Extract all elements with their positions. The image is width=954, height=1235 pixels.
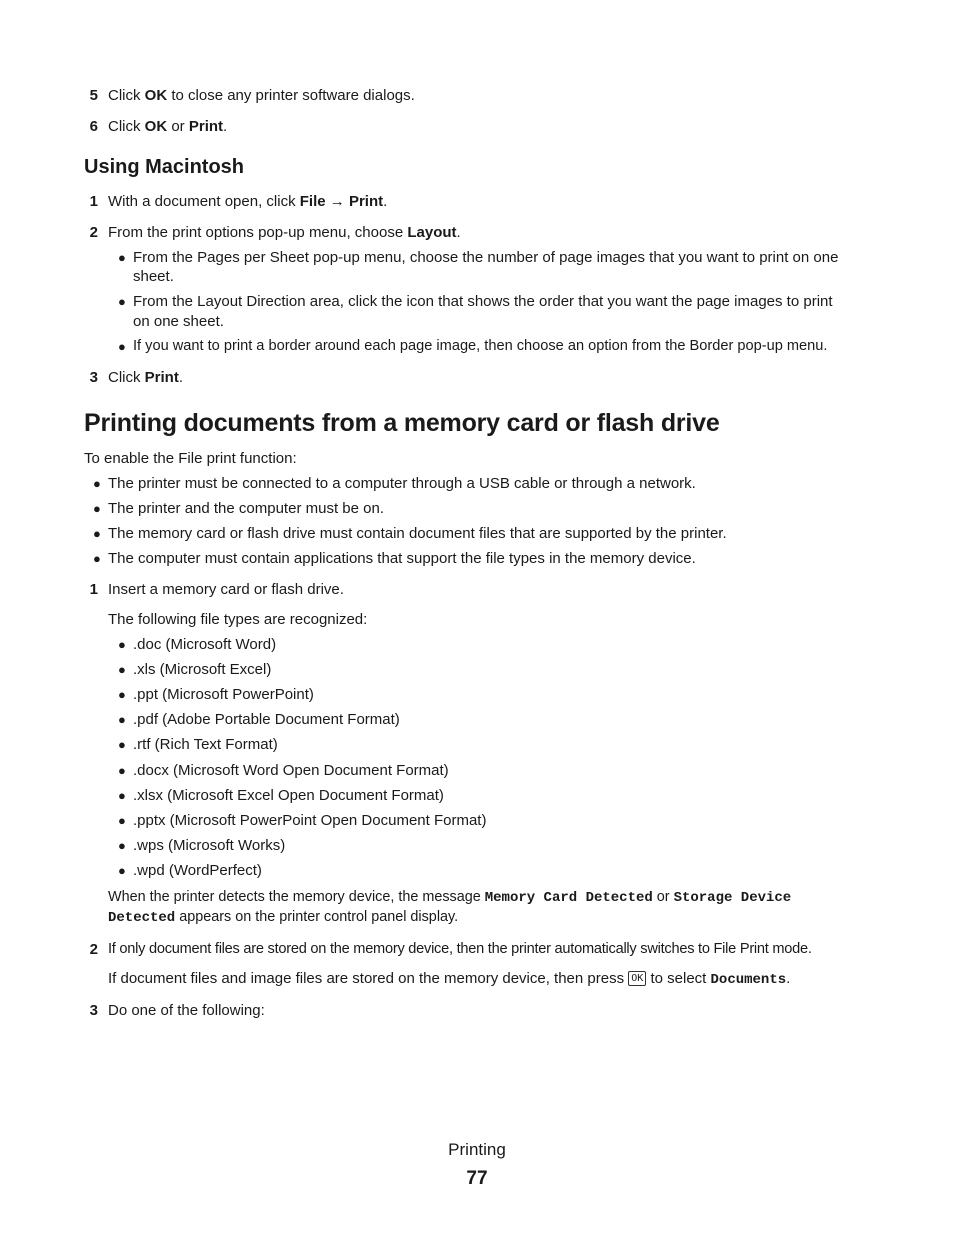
step-text-part: From the print options pop-up menu, choose bbox=[108, 224, 408, 241]
display-message: Storage Device bbox=[673, 890, 792, 906]
print-label: Print bbox=[348, 193, 384, 210]
display-message: Detected bbox=[108, 910, 176, 926]
list-item: .wpd (WordPerfect) bbox=[133, 862, 262, 879]
bullet-icon: ● bbox=[118, 763, 126, 778]
layout-label: Layout bbox=[407, 224, 457, 241]
list-item: sheet. bbox=[133, 268, 174, 285]
detect-text-part: or bbox=[652, 889, 674, 905]
step-text-part: . bbox=[223, 118, 228, 135]
step-text-part: Click bbox=[108, 369, 145, 386]
bullet-icon: ● bbox=[93, 551, 101, 566]
arrow-icon: → bbox=[329, 193, 345, 210]
list-item: The printer must be connected to a computer through a USB cable or through a network. bbox=[108, 475, 696, 492]
step-number: 5 bbox=[89, 87, 98, 104]
display-message: Documents bbox=[710, 972, 787, 988]
list-item: .pdf (Adobe Portable Document Format) bbox=[133, 711, 400, 728]
step-text-part: . bbox=[178, 369, 184, 386]
list-item: .xlsx (Microsoft Excel Open Document Format) bbox=[133, 787, 444, 804]
step-text-part: Click bbox=[108, 118, 145, 135]
step-text-part: . bbox=[786, 970, 791, 987]
list-item: From the Pages per Sheet pop-up menu, choose the number of page images that you want to print on one bbox=[133, 249, 839, 266]
bullet-icon: ● bbox=[93, 476, 101, 491]
step-number: 6 bbox=[89, 118, 98, 135]
detect-text bbox=[108, 908, 458, 928]
step-text bbox=[108, 368, 183, 387]
list-item: .docx (Microsoft Word Open Document Format) bbox=[133, 762, 449, 779]
step-number: 2 bbox=[89, 224, 98, 241]
list-item: From the Layout Direction area, click the icon that shows the order that you want the page images to print bbox=[133, 293, 833, 310]
step-number: 3 bbox=[89, 1002, 98, 1019]
list-item: .wps (Microsoft Works) bbox=[133, 837, 286, 854]
step-text bbox=[108, 223, 461, 242]
detect-text-part: appears on the printer control panel display. bbox=[175, 909, 459, 925]
list-item: .doc (Microsoft Word) bbox=[133, 636, 277, 653]
list-item: The printer and the computer must be on. bbox=[108, 500, 384, 517]
step-text-part: or bbox=[167, 118, 189, 135]
step-text-part: With a document open, click bbox=[108, 193, 300, 210]
step-text-part: If document files and image files are stored on the memory device, then press bbox=[108, 970, 629, 987]
step-number: 2 bbox=[89, 941, 98, 958]
display-message: Memory Card Detected bbox=[484, 890, 653, 906]
bullet-icon: ● bbox=[118, 838, 126, 853]
ok-key-icon: OK bbox=[628, 971, 646, 986]
ok-label: OK bbox=[144, 87, 168, 104]
list-item: .pptx (Microsoft PowerPoint Open Document Format) bbox=[133, 812, 487, 829]
bullet-icon: ● bbox=[93, 526, 101, 541]
step-text bbox=[108, 86, 415, 105]
bullet-icon: ● bbox=[118, 637, 126, 652]
list-item: .rtf (Rich Text Format) bbox=[133, 736, 278, 753]
step-number: 1 bbox=[89, 581, 98, 598]
file-label: File bbox=[299, 193, 326, 210]
bullet-icon: ● bbox=[118, 712, 126, 727]
page-number: 77 bbox=[466, 1168, 488, 1189]
list-item: The memory card or flash drive must contain document files that are supported by the printer. bbox=[108, 525, 727, 542]
intro-text: To enable the File print function: bbox=[84, 450, 297, 467]
detect-text-part: When the printer detects the memory device, the message bbox=[108, 889, 485, 905]
step-text bbox=[108, 117, 227, 136]
print-label: Print bbox=[188, 118, 224, 135]
ok-label: OK bbox=[144, 118, 168, 135]
footer-chapter: Printing bbox=[448, 1140, 506, 1159]
step-number: 1 bbox=[89, 193, 98, 210]
step-text-part: . bbox=[456, 224, 461, 241]
print-label: Print bbox=[144, 369, 179, 386]
list-item: The computer must contain applications that support the file types in the memory device. bbox=[108, 550, 696, 567]
bullet-icon: ● bbox=[118, 863, 126, 878]
bullet-icon: ● bbox=[118, 294, 126, 309]
step-text: If only document files are stored on the memory device, then the printer automatically switches to File Print mode. bbox=[108, 941, 812, 957]
bullet-icon: ● bbox=[118, 339, 126, 354]
step-text: Do one of the following: bbox=[108, 1002, 265, 1019]
list-item: .xls (Microsoft Excel) bbox=[133, 661, 272, 678]
step-text bbox=[108, 192, 387, 211]
step-text-part: to close any printer software dialogs. bbox=[167, 87, 415, 104]
list-item: .ppt (Microsoft PowerPoint) bbox=[133, 686, 314, 703]
list-item: If you want to print a border around each page image, then choose an option from the Border pop-up menu. bbox=[133, 338, 828, 354]
recognized-intro: The following file types are recognized: bbox=[108, 611, 368, 628]
detect-text bbox=[108, 888, 791, 908]
bullet-icon: ● bbox=[118, 737, 126, 752]
bullet-icon: ● bbox=[118, 813, 126, 828]
mac-heading: Using Macintosh bbox=[84, 156, 245, 178]
step-text-part: . bbox=[383, 193, 388, 210]
bullet-icon: ● bbox=[118, 788, 126, 803]
bullet-icon: ● bbox=[93, 501, 101, 516]
bullet-icon: ● bbox=[118, 687, 126, 702]
step-text-part: Click bbox=[108, 87, 145, 104]
bullet-icon: ● bbox=[118, 662, 126, 677]
list-item: on one sheet. bbox=[133, 313, 224, 330]
bullet-icon: ● bbox=[118, 250, 126, 265]
step-text bbox=[108, 969, 790, 990]
step-text-part: to select bbox=[646, 970, 711, 987]
step-number: 3 bbox=[89, 369, 98, 386]
section-title: Printing documents from a memory card or flash drive bbox=[84, 409, 720, 437]
step-text: Insert a memory card or flash drive. bbox=[108, 581, 344, 598]
